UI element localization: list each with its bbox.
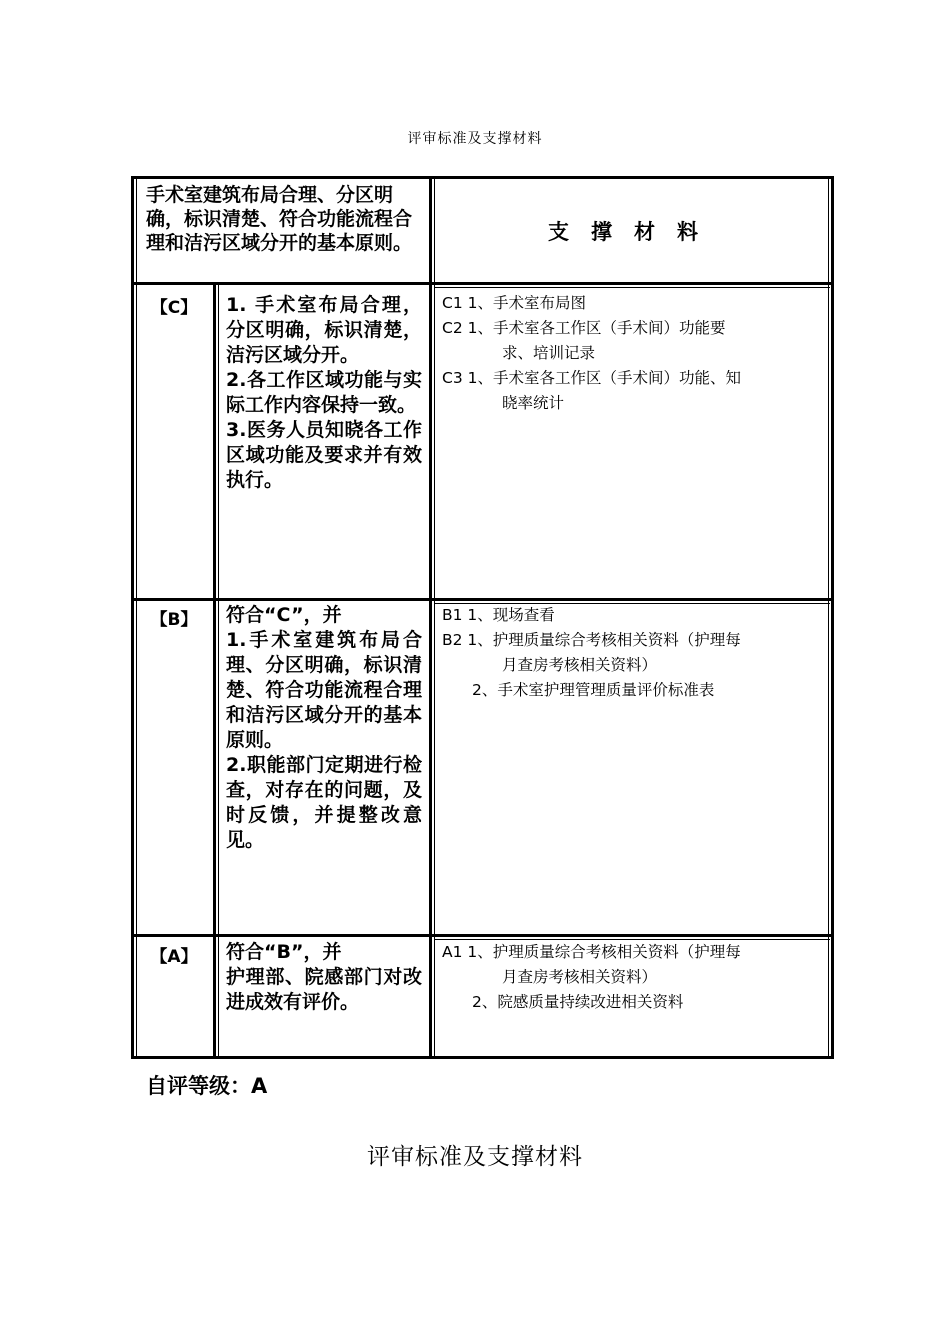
- materials-c: [442, 291, 832, 416]
- materials-b: [442, 603, 832, 703]
- requirement-item: 1.手术室建筑布局合理、分区明确，标识清楚、符合功能流程合理和洁污区域分开的基本原则。: [226, 629, 422, 751]
- material-line: B1 1、现场查看: [442, 606, 555, 624]
- footer-title: 评审标准及支撑材料: [367, 1144, 583, 1170]
- column-divider-main-inner: [434, 179, 435, 1056]
- self-evaluation-grade: 自评等级：A: [146, 1074, 268, 1098]
- criteria-table: [131, 176, 834, 1059]
- material-line: C2 1、手术室各工作区（手术间）功能要: [442, 319, 726, 337]
- requirement-item: 2.职能部门定期进行检查，对存在的问题，及时反馈，并提整改意见。: [226, 754, 422, 851]
- material-line: 2、院感质量持续改进相关资料: [472, 993, 684, 1011]
- material-line: 晓率统计: [502, 394, 565, 412]
- requirement-item: 符合“B”，并: [226, 941, 342, 963]
- material-line: C3 1、手术室各工作区（手术间）功能、知: [442, 369, 741, 387]
- material-line: A1 1、护理质量综合考核相关资料（护理每: [442, 943, 741, 961]
- supporting-materials-heading: 支撑材料: [548, 220, 720, 244]
- row-divider-header-inner: [434, 287, 830, 288]
- requirements-b: [226, 603, 422, 853]
- requirement-item: 护理部、院感部门对改进成效有评价。: [226, 966, 422, 1013]
- material-line: 2、手术室护理管理质量评价标准表: [472, 681, 715, 699]
- row-divider-c: [134, 598, 831, 601]
- column-divider-main: [429, 179, 432, 1056]
- material-line: 月查房考核相关资料）: [502, 968, 658, 986]
- column-divider-grade: [213, 283, 216, 1056]
- materials-a: [442, 940, 832, 1015]
- row-divider-b: [134, 934, 831, 937]
- requirement-item: 符合“C”，并: [226, 604, 342, 626]
- material-line: 月查房考核相关资料）: [502, 656, 658, 674]
- requirement-item: 3.医务人员知晓各工作区域功能及要求并有效执行。: [226, 419, 422, 491]
- requirements-c: [226, 293, 422, 493]
- requirement-item: 1. 手术室布局合理，分区明确，标识清楚，洁污区域分开。: [226, 294, 422, 366]
- requirement-item: 2.各工作区域功能与实际工作内容保持一致。: [226, 369, 422, 416]
- standard-description: 手术室建筑布局合理、分区明确，标识清楚、符合功能流程合理和洁污区域分开的基本原则。: [146, 184, 413, 254]
- grade-label-a: 【A】: [150, 947, 198, 967]
- material-line: B2 1、护理质量综合考核相关资料（护理每: [442, 631, 741, 649]
- material-line: C1 1、手术室布局图: [442, 294, 586, 312]
- material-line: 求、培训记录: [502, 344, 596, 362]
- grade-label-c: 【C】: [150, 298, 198, 318]
- grade-label-b: 【B】: [150, 610, 198, 630]
- page-header-title: 评审标准及支撑材料: [407, 131, 543, 147]
- column-divider-grade-inner: [218, 283, 219, 1056]
- requirements-a: [226, 940, 422, 1015]
